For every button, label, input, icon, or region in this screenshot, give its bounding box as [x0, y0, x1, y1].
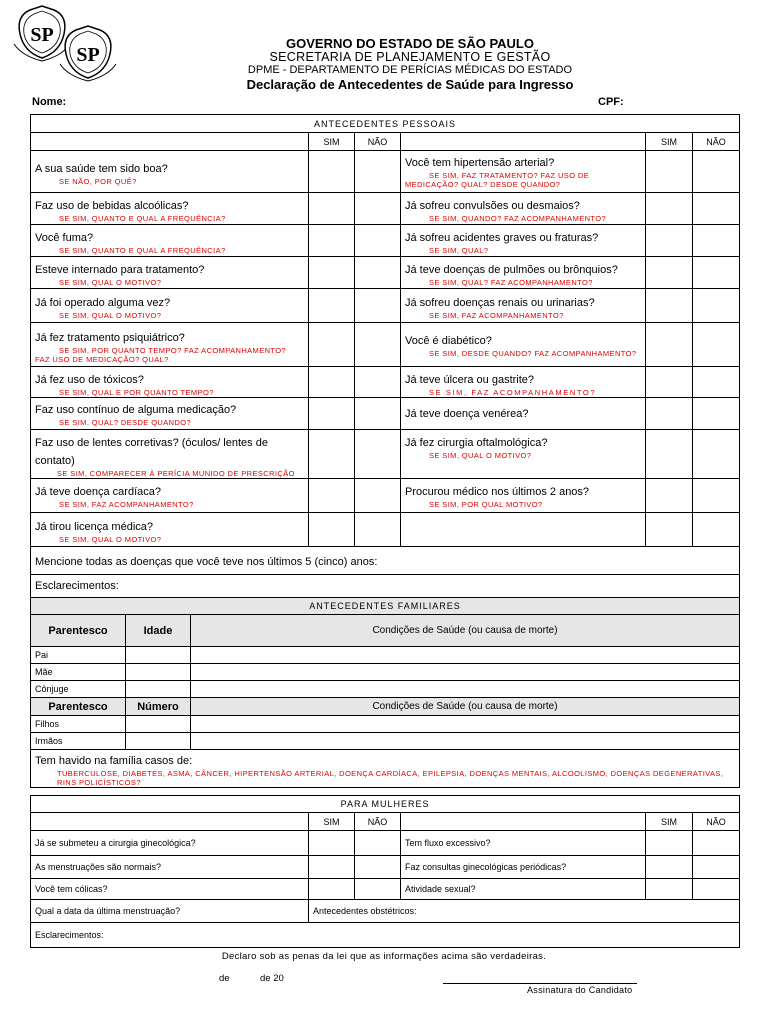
question-label: Já fez tratamento psiquiátrico? — [35, 332, 185, 344]
answer-nao-cell[interactable] — [355, 398, 401, 430]
esclarecimentos-label: Esclarecimentos: — [35, 580, 119, 592]
answer-nao-cell[interactable] — [355, 225, 401, 257]
question-label: Já teve doença cardíaca? — [35, 486, 161, 498]
answer-nao-cell[interactable] — [355, 151, 401, 193]
question-label: Faz uso contínuo de alguma medicação? — [35, 404, 237, 416]
question-hint: SE SIM, FAZ TRATAMENTO? FAZ USO DE — [429, 171, 590, 180]
col-condicoes: Condições de Saúde (ou causa de morte) — [191, 615, 740, 647]
col-nao: NÃO — [693, 813, 740, 831]
answer-nao-cell[interactable] — [693, 430, 740, 479]
date-de-1: de — [219, 973, 230, 984]
section-title: PARA MULHERES — [31, 796, 740, 813]
condicoes-cell[interactable] — [191, 647, 740, 664]
question-label: Já fez cirurgia oftalmológica? — [405, 437, 548, 449]
question-label: Já foi operado alguma vez? — [35, 297, 171, 309]
col-sim: SIM — [309, 813, 355, 831]
answer-sim-cell[interactable] — [646, 831, 693, 856]
question-hint: SE SIM, QUANTO E QUAL A FREQUÊNCIA? — [59, 246, 226, 255]
answer-sim-cell[interactable] — [646, 323, 693, 367]
question-hint: SE SIM, QUAL E POR QUANTO TEMPO? — [59, 388, 214, 397]
condicoes-cell[interactable] — [191, 733, 740, 750]
question-label: Tem fluxo excessivo? — [401, 831, 646, 856]
question-label: Você tem hipertensão arterial? — [405, 157, 555, 169]
question-label: Atividade sexual? — [401, 879, 646, 900]
question-label: Você fuma? — [35, 232, 94, 244]
condicoes-cell[interactable] — [191, 664, 740, 681]
answer-nao-cell[interactable] — [693, 257, 740, 289]
answer-sim-cell[interactable] — [646, 856, 693, 879]
answer-nao-cell[interactable] — [355, 257, 401, 289]
answer-sim-cell[interactable] — [646, 879, 693, 900]
answer-sim-cell[interactable] — [309, 479, 355, 513]
answer-nao-cell[interactable] — [355, 879, 401, 900]
question-hint: MEDICAÇÃO? QUAL? DESDE QUANDO? — [405, 180, 561, 189]
parentesco-irmaos: Irmãos — [31, 733, 126, 750]
answer-nao-cell[interactable] — [693, 831, 740, 856]
question-hint: SE SIM, QUAL O MOTIVO? — [59, 278, 162, 287]
header-line1: GOVERNO DO ESTADO DE SÃO PAULO — [286, 36, 534, 51]
numero-cell[interactable] — [126, 716, 191, 733]
answer-nao-cell[interactable] — [693, 193, 740, 225]
question-label: Já teve úlcera ou gastrite? — [405, 374, 535, 386]
answer-nao-cell[interactable] — [693, 151, 740, 193]
date-de-2: de 20 — [260, 973, 284, 984]
answer-sim-cell[interactable] — [646, 289, 693, 323]
parentesco-conjuge: Cônjuge — [31, 681, 126, 698]
question-hint: SE NÃO, POR QUÊ? — [59, 177, 137, 186]
seal-letters: SP — [76, 44, 100, 66]
answer-sim-cell[interactable] — [309, 856, 355, 879]
answer-sim-cell[interactable] — [309, 367, 355, 398]
ultima-menstruacao-label: Qual a data da última menstruação? — [31, 900, 309, 923]
answer-sim-cell[interactable] — [646, 193, 693, 225]
question-hint: SE SIM, QUAL? DESDE QUANDO? — [59, 418, 192, 427]
question-hint: SE SIM, FAZ ACOMPANHAMENTO? — [429, 311, 564, 320]
antecedentes-obstetricos-label: Antecedentes obstétricos: — [309, 900, 740, 923]
cpf-label: CPF: — [598, 96, 624, 108]
parentesco-filhos: Filhos — [31, 716, 126, 733]
col-parentesco: Parentesco — [31, 698, 126, 716]
question-hint: FAZ USO DE MEDICAÇÃO? QUAL? — [35, 355, 169, 364]
antecedentes-pessoais-table — [30, 114, 740, 601]
question-label: Já se submeteu a cirurgia ginecológica? — [31, 831, 309, 856]
condicoes-cell[interactable] — [191, 681, 740, 698]
question-label: Faz consultas ginecológicas periódicas? — [401, 856, 646, 879]
col-parentesco: Parentesco — [31, 615, 126, 647]
question-label: Faz uso de lentes corretivas? (óculos/ lentes de contato) — [35, 437, 268, 467]
answer-nao-cell[interactable] — [693, 513, 740, 547]
answer-nao-cell[interactable] — [355, 193, 401, 225]
col-nao: NÃO — [355, 133, 401, 151]
question-hint: SE SIM, COMPARECER À PERÍCIA MUNIDO DE PRESCRIÇÃO — [57, 469, 295, 478]
idade-cell[interactable] — [126, 664, 191, 681]
answer-sim-cell[interactable] — [309, 257, 355, 289]
section-title: ANTECEDENTES FAMILIARES — [31, 598, 740, 615]
answer-sim-cell[interactable] — [646, 430, 693, 479]
answer-sim-cell[interactable] — [646, 151, 693, 193]
answer-sim-cell[interactable] — [309, 151, 355, 193]
answer-nao-cell[interactable] — [355, 479, 401, 513]
numero-cell[interactable] — [126, 733, 191, 750]
answer-sim-cell[interactable] — [646, 513, 693, 547]
mencione-label: Mencione todas as doenças que você teve nos últimos 5 (cinco) anos: — [35, 555, 378, 568]
answer-nao-cell[interactable] — [355, 323, 401, 367]
question-label: Já sofreu doenças renais ou urinarias? — [405, 297, 595, 309]
question-label: Já fez uso de tóxicos? — [35, 374, 144, 386]
answer-nao-cell[interactable] — [693, 323, 740, 367]
answer-nao-cell[interactable] — [355, 513, 401, 547]
answer-sim-cell[interactable] — [309, 289, 355, 323]
name-label: Nome: — [32, 96, 67, 108]
casos-list: TUBERCULOSE, DIABETES, ASMA, CÂNCER, HIPERTENSÃO ARTERIAL, DOENÇA CARDÍACA, EPILEPSIA, DOENÇAS MENTAIS, ALCOOLISMO, DOENÇAS DEGENERATIVAS, RINS POLICÍSTICOS? — [57, 769, 724, 787]
question-label: Você é diabético? — [405, 335, 492, 347]
answer-nao-cell[interactable] — [693, 367, 740, 398]
idade-cell[interactable] — [126, 647, 191, 664]
col-idade: Idade — [126, 615, 191, 647]
question-hint: SE SIM, QUAL? — [429, 246, 489, 255]
answer-sim-cell[interactable] — [646, 479, 693, 513]
answer-sim-cell[interactable] — [646, 398, 693, 430]
answer-sim-cell[interactable] — [309, 398, 355, 430]
question-label: Já teve doenças de pulmões ou brônquios? — [405, 264, 618, 276]
answer-sim-cell[interactable] — [309, 513, 355, 547]
seal-letters: SP — [30, 24, 54, 46]
question-label: Procurou médico nos últimos 2 anos? — [405, 486, 590, 498]
answer-sim-cell[interactable] — [646, 257, 693, 289]
question-label: Faz uso de bebidas alcoólicas? — [35, 200, 189, 212]
signature-line[interactable] — [443, 983, 637, 984]
question-hint: SE SIM, QUAL? FAZ ACOMPANHAMENTO? — [429, 278, 593, 287]
page-title: Declaração de Antecedentes de Saúde para Ingresso — [246, 77, 574, 92]
answer-sim-cell[interactable] — [309, 879, 355, 900]
question-label: As menstruações são normais? — [31, 856, 309, 879]
question-hint: SE SIM, DESDE QUANDO? FAZ ACOMPANHAMENTO? — [429, 349, 637, 358]
signature-label: Assinatura do Candidato — [527, 985, 633, 995]
question-hint: SE SIM, POR QUANTO TEMPO? FAZ ACOMPANHAMENTO? — [59, 346, 287, 355]
question-hint: SE SIM, QUAL O MOTIVO? — [429, 451, 532, 460]
answer-nao-cell[interactable] — [693, 398, 740, 430]
question-hint: SE SIM, QUAL O MOTIVO? — [59, 535, 162, 544]
question-hint: SE SIM, POR QUAL MOTIVO? — [429, 500, 543, 509]
question-label: Já tirou licença médica? — [35, 521, 154, 533]
col-nao: NÃO — [693, 133, 740, 151]
answer-sim-cell[interactable] — [646, 367, 693, 398]
answer-sim-cell[interactable] — [309, 225, 355, 257]
header-line2: SECRETARIA DE PLANEJAMENTO E GESTÃO — [269, 50, 551, 64]
question-hint: SE SIM, FAZ ACOMPANHAMENTO? — [429, 388, 597, 397]
question-hint: SE SIM, QUANDO? FAZ ACOMPANHAMENTO? — [429, 214, 607, 223]
esclarecimentos-label: Esclarecimentos: — [31, 923, 740, 948]
condicoes-cell[interactable] — [191, 716, 740, 733]
col-numero: Número — [126, 698, 191, 716]
antecedentes-familiares-table — [30, 597, 740, 788]
casos-label: Tem havido na família casos de: — [35, 755, 193, 767]
answer-nao-cell[interactable] — [355, 856, 401, 879]
parentesco-mae: Mãe — [31, 664, 126, 681]
declaro-text: Declaro sob as penas da lei que as informações acima são verdadeiras. — [221, 951, 547, 962]
col-nao: NÃO — [355, 813, 401, 831]
section-title: ANTECEDENTES PESSOAIS — [31, 115, 740, 133]
col-sim: SIM — [309, 133, 355, 151]
answer-nao-cell[interactable] — [693, 479, 740, 513]
answer-nao-cell[interactable] — [693, 879, 740, 900]
question-hint: SE SIM, QUANTO E QUAL A FREQUÊNCIA? — [59, 214, 226, 223]
answer-nao-cell[interactable] — [355, 367, 401, 398]
question-hint: SE SIM, FAZ ACOMPANHAMENTO? — [59, 500, 194, 509]
parentesco-pai: Pai — [31, 647, 126, 664]
para-mulheres-table — [30, 795, 740, 948]
header-line3: DPME - DEPARTAMENTO DE PERÍCIAS MÉDICAS DO ESTADO — [247, 64, 573, 76]
answer-nao-cell[interactable] — [355, 289, 401, 323]
answer-nao-cell[interactable] — [693, 856, 740, 879]
col-condicoes: Condições de Saúde (ou causa de morte) — [191, 698, 740, 716]
col-sim: SIM — [646, 133, 693, 151]
question-label: A sua saúde tem sido boa? — [35, 163, 168, 175]
answer-sim-cell[interactable] — [309, 430, 355, 479]
question-label: Esteve internado para tratamento? — [35, 264, 205, 276]
answer-nao-cell[interactable] — [693, 289, 740, 323]
answer-sim-cell[interactable] — [309, 323, 355, 367]
answer-sim-cell[interactable] — [309, 193, 355, 225]
answer-sim-cell[interactable] — [309, 831, 355, 856]
idade-cell[interactable] — [126, 681, 191, 698]
answer-sim-cell[interactable] — [646, 225, 693, 257]
question-hint: SE SIM, QUAL O MOTIVO? — [59, 311, 162, 320]
answer-nao-cell[interactable] — [693, 225, 740, 257]
question-label: Já teve doença venérea? — [405, 408, 529, 420]
question-label: Já sofreu acidentes graves ou fraturas? — [405, 232, 599, 244]
question-label: Já sofreu convulsões ou desmaios? — [405, 200, 580, 212]
answer-nao-cell[interactable] — [355, 430, 401, 479]
col-sim: SIM — [646, 813, 693, 831]
answer-nao-cell[interactable] — [355, 831, 401, 856]
question-label: Você tem cólicas? — [31, 879, 309, 900]
